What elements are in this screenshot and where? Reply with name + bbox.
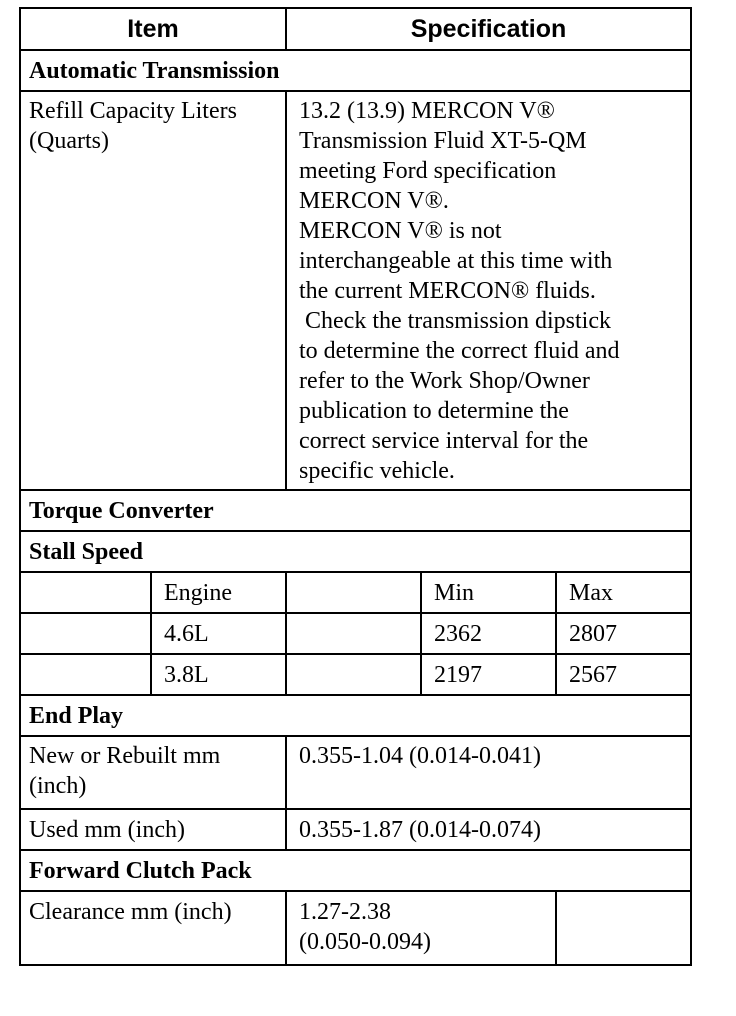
refill-spec-line: to determine the correct fluid and [299, 338, 620, 364]
specification-table [19, 7, 692, 966]
section-title-torque-converter: Torque Converter [20, 490, 691, 531]
refill-spec-line: specific vehicle. [299, 458, 455, 484]
table-header-row [20, 8, 691, 50]
section-title-forward-clutch-pack: Forward Clutch Pack [20, 850, 691, 891]
stall-speed-header-row [20, 572, 691, 613]
clearance-empty-cell [556, 891, 691, 965]
refill-spec-line: interchangeable at this time with [299, 248, 613, 274]
stall-max-cell: 2567 [556, 654, 691, 695]
section-row-torque-converter [20, 490, 691, 531]
section-title-automatic-transmission: Automatic Transmission [20, 50, 691, 91]
table-row-end-play-used [20, 809, 691, 850]
refill-spec-line: MERCON V®. [299, 188, 449, 214]
end-play-used-label: Used mm (inch) [20, 809, 286, 850]
table-row-refill-capacity [20, 91, 691, 490]
table-row-clearance [20, 891, 691, 965]
table-row-end-play-new [20, 736, 691, 809]
section-row-forward-clutch-pack [20, 850, 691, 891]
refill-spec-line: MERCON V® is not [299, 218, 502, 244]
table-row [20, 654, 691, 695]
stall-engine-cell: 4.6L [151, 613, 286, 654]
clearance-label: Clearance mm (inch) [20, 891, 286, 965]
end-play-new-label-line: (inch) [29, 773, 87, 799]
end-play-new-value: 0.355-1.04 (0.014-0.041) [286, 736, 691, 809]
clearance-value-line: 1.27-2.38 [299, 899, 391, 925]
stall-column-max: Max [556, 572, 691, 613]
end-play-used-value: 0.355-1.87 (0.014-0.074) [286, 809, 691, 850]
section-row-stall-speed [20, 531, 691, 572]
refill-capacity-label [20, 91, 286, 490]
stall-column-engine: Engine [151, 572, 286, 613]
stall-min-cell: 2362 [421, 613, 556, 654]
refill-spec-line: publication to determine the [299, 398, 569, 424]
refill-spec-line: 13.2 (13.9) MERCON V® [299, 98, 555, 124]
refill-capacity-spec [286, 91, 691, 490]
stall-max-cell: 2807 [556, 613, 691, 654]
refill-spec-line: refer to the Work Shop/Owner [299, 368, 590, 394]
stall-empty-cell [286, 613, 421, 654]
stall-min-cell: 2197 [421, 654, 556, 695]
refill-spec-line: Transmission Fluid XT-5-QM [299, 128, 587, 154]
stall-empty-cell [286, 572, 421, 613]
table-row [20, 613, 691, 654]
header-item: Item [20, 8, 286, 50]
section-title-stall-speed: Stall Speed [20, 531, 691, 572]
stall-column-min: Min [421, 572, 556, 613]
header-specification: Specification [286, 8, 691, 50]
refill-spec-line: correct service interval for the [299, 428, 589, 454]
stall-engine-cell: 3.8L [151, 654, 286, 695]
stall-empty-cell [286, 654, 421, 695]
clearance-value-line: (0.050-0.094) [299, 929, 431, 955]
end-play-new-label-line: New or Rebuilt mm [29, 743, 221, 769]
stall-empty-cell [20, 654, 151, 695]
refill-spec-line: Check the transmission dipstick [299, 308, 611, 334]
section-row-end-play [20, 695, 691, 736]
refill-label-line: Refill Capacity Liters [29, 98, 237, 124]
stall-empty-cell [20, 613, 151, 654]
end-play-new-label [20, 736, 286, 809]
stall-empty-cell [20, 572, 151, 613]
clearance-value [286, 891, 556, 965]
section-row-automatic-transmission [20, 50, 691, 91]
section-title-end-play: End Play [20, 695, 691, 736]
refill-label-line: (Quarts) [29, 128, 109, 154]
refill-spec-line: the current MERCON® fluids. [299, 278, 596, 304]
refill-spec-line: meeting Ford specification [299, 158, 557, 184]
